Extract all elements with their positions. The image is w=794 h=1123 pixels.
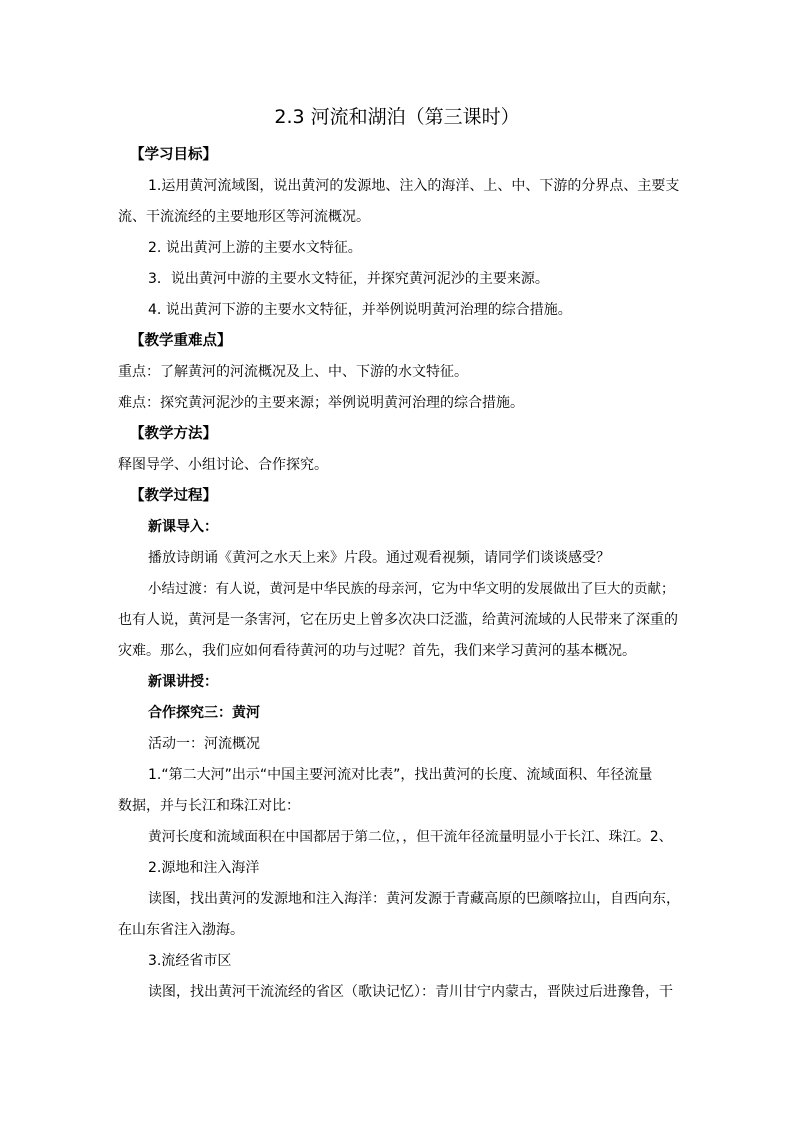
item-1-line-1: 1.“第二大河”出示“中国主要河流对比表”，找出黄河的长度、流域面积、年径流量 bbox=[148, 767, 653, 783]
key-point: 重点：了解黄河的河流概况及上、中、下游的水文特征。 bbox=[118, 364, 468, 380]
section-heading-methods: 【教学方法】 bbox=[130, 426, 217, 442]
explore-label: 合作探究三：黄河 bbox=[148, 705, 260, 721]
objective-4: 4. 说出黄河下游的主要水文特征，并举例说明黄河治理的综合措施。 bbox=[148, 302, 572, 318]
difficult-point: 难点：探究黄河泥沙的主要来源；举例说明黄河治理的综合措施。 bbox=[118, 395, 524, 411]
item-3-line-1: 读图，找出黄河干流流经的省区（歌诀记忆）：青川甘宁内蒙古，晋陕过后进豫鲁，干 bbox=[148, 984, 673, 1000]
objective-1-line-1: 1.运用黄河流域图，说出黄河的发源地、注入的海洋、上、中、下游的分界点、主要支 bbox=[148, 178, 680, 194]
new-lesson-label: 新课讲授： bbox=[148, 674, 218, 690]
section-heading-objectives: 【学习目标】 bbox=[130, 147, 217, 163]
item-1-answer: 黄河长度和流域面积在中国都居于第二位，，但干流年径流量明显小于长江、珠江。2、 bbox=[148, 829, 673, 845]
objective-2: 2. 说出黄河上游的主要水文特征。 bbox=[148, 240, 362, 256]
objective-3: 3．说出黄河中游的主要水文特征，并探究黄河泥沙的主要来源。 bbox=[148, 271, 549, 287]
document-title: 2.3 河流和湖泊（第三课时） bbox=[274, 106, 520, 128]
transition-line-1: 小结过渡：有人说，黄河是中华民族的母亲河，它为中华文明的发展做出了巨大的贡献； bbox=[148, 581, 675, 597]
section-heading-keypoints: 【教学重难点】 bbox=[130, 333, 232, 349]
teaching-methods: 释图导学、小组讨论、合作探究。 bbox=[118, 457, 328, 473]
transition-line-2: 也有人说，黄河是一条害河，它在历史上曾多次决口泛滥，给黄河流域的人民带来了深重的 bbox=[118, 612, 678, 628]
item-2-line-2: 在山东省注入渤海。 bbox=[118, 922, 244, 938]
section-heading-process: 【教学过程】 bbox=[130, 488, 217, 504]
objective-1-line-2: 流、干流流经的主要地形区等河流概况。 bbox=[118, 209, 370, 225]
intro-text: 播放诗朗诵《黄河之水天上来》片段。通过观看视频，请同学们谈谈感受？ bbox=[148, 550, 610, 566]
intro-label: 新课导入： bbox=[148, 519, 218, 535]
item-3-title: 3.流经省市区 bbox=[148, 953, 232, 969]
item-2-line-1: 读图，找出黄河的发源地和注入海洋：黄河发源于青藏高原的巴颜喀拉山，自西向东， bbox=[148, 891, 680, 907]
item-1-line-2: 数据，并与长江和珠江对比： bbox=[118, 798, 300, 814]
transition-line-3: 灾难。那么，我们应如何看待黄河的功与过呢？首先，我们来学习黄河的基本概况。 bbox=[118, 643, 636, 659]
activity-1-title: 活动一：河流概况 bbox=[148, 736, 260, 752]
item-2-title: 2.源地和注入海洋 bbox=[148, 860, 260, 876]
